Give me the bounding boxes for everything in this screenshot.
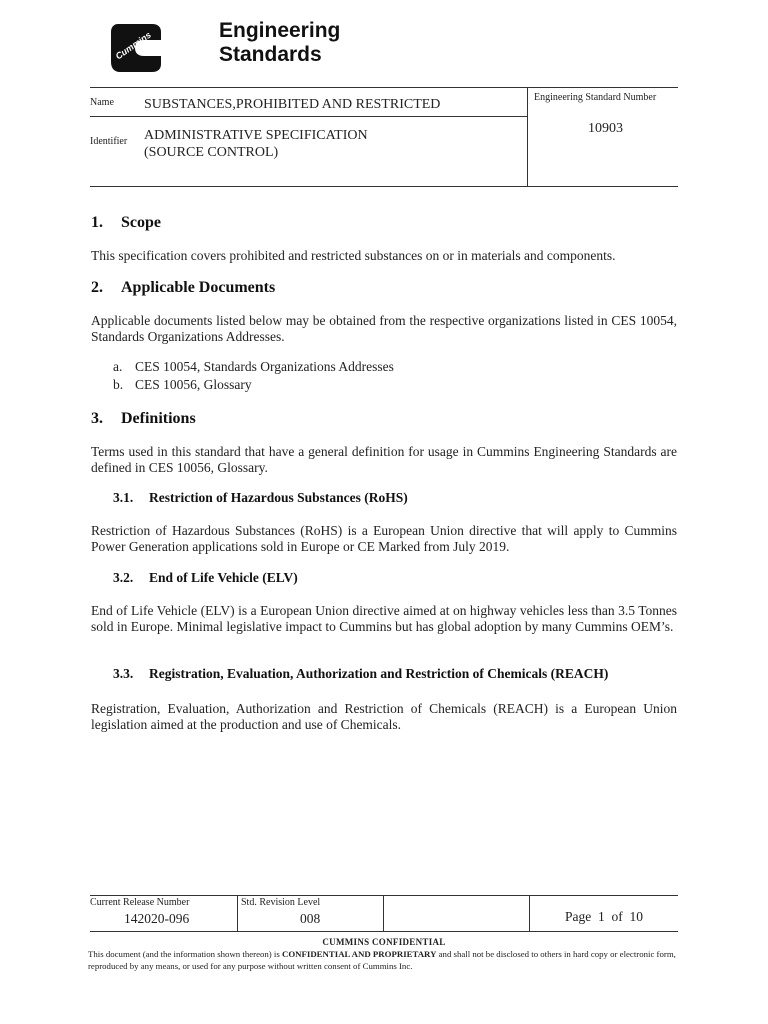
section-3-2-heading	[113, 570, 298, 586]
esn-label: Engineering Standard Number	[534, 92, 657, 103]
header-divider	[527, 87, 528, 187]
footer-bottom-rule	[90, 931, 678, 932]
section-title: Applicable Documents	[121, 279, 276, 296]
cummins-logo	[108, 18, 164, 74]
list-item-text: CES 10056, Glossary	[135, 377, 252, 392]
section-title: Scope	[121, 214, 161, 231]
page-current: 1	[598, 909, 605, 924]
esn-value: 10903	[588, 121, 623, 136]
applicable-documents-list	[113, 358, 394, 394]
section-3-1-text: Restriction of Hazardous Substances (RoHS) is a European Union directive that will apply to Cummins Power Generation applications sold in Europe or CE Marked from July 2019.	[91, 523, 677, 554]
name-value: SUBSTANCES,PROHIBITED AND RESTRICTED	[144, 97, 441, 112]
notice-part-a: This document (and the information shown thereon) is	[88, 949, 282, 959]
header-top-rule	[90, 87, 678, 88]
identifier-line-1: ADMINISTRATIVE SPECIFICATION	[144, 128, 368, 143]
footer-divider-3	[529, 895, 530, 932]
list-item	[113, 358, 394, 376]
release-value: 142020-096	[124, 911, 190, 926]
footer-top-rule	[90, 895, 678, 896]
list-marker: b.	[113, 377, 124, 392]
section-2-text: Applicable documents listed below may be obtained from the respective organizations listed in CES 10054, Standards Organizations Addresses.	[91, 313, 677, 344]
list-marker: a.	[113, 359, 123, 374]
section-title: End of Life Vehicle (ELV)	[149, 570, 298, 585]
section-number: 3.3.	[113, 666, 134, 681]
identifier-label: Identifier	[90, 136, 128, 147]
section-3-text: Terms used in this standard that have a general definition for usage in Cummins Engineering Standards are defined in CES 10056, Glossary.	[91, 444, 677, 475]
section-number: 2.	[91, 279, 103, 296]
list-item	[113, 376, 394, 394]
page-of: of	[611, 909, 623, 924]
confidential-notice	[88, 948, 684, 972]
title-line-1: Engineering	[219, 19, 341, 42]
title-line-2: Standards	[219, 43, 322, 66]
section-3-2-text: End of Life Vehicle (ELV) is a European Union directive aimed at on highway vehicles less than 3.5 Tonnes sold in Europe. Minimal legislative impact to Cummins but has global adoption by many Cummins OEM’s.	[91, 603, 677, 634]
document-series-title	[219, 19, 340, 67]
page-label: Page	[565, 909, 592, 924]
section-title: Definitions	[121, 410, 196, 427]
footer-divider-1	[237, 895, 238, 932]
revision-value: 008	[300, 911, 321, 926]
section-3-1-heading	[113, 490, 408, 506]
section-number: 3.	[91, 410, 103, 427]
list-item-text: CES 10054, Standards Organizations Addresses	[135, 359, 394, 374]
section-number: 3.1.	[113, 490, 134, 505]
notice-part-c: and shall not be disclosed to others in hard copy or electronic form, reproduced by any means, or used for any purpose without written consent of Cummins Inc.	[88, 949, 676, 971]
confidential-title: CUMMINS CONFIDENTIAL	[322, 937, 446, 947]
section-1-heading	[91, 214, 161, 232]
section-title: Registration, Evaluation, Authorization and Restriction of Chemicals (REACH)	[149, 666, 609, 681]
revision-label: Std. Revision Level	[241, 897, 321, 908]
page-total: 10	[629, 909, 643, 924]
section-1-text: This specification covers prohibited and restricted substances on or in materials and components.	[91, 248, 616, 263]
logo-brand-text: Cummins	[113, 29, 153, 62]
header-bottom-rule	[90, 186, 678, 187]
release-label: Current Release Number	[90, 897, 190, 908]
notice-emphasis: CONFIDENTIAL AND PROPRIETARY	[281, 949, 437, 959]
section-number: 3.2.	[113, 570, 134, 585]
header-middle-rule	[90, 116, 527, 117]
page-indicator	[565, 909, 643, 925]
name-label: Name	[90, 97, 114, 108]
identifier-value	[144, 127, 368, 161]
section-3-heading	[91, 410, 196, 428]
footer-divider-2	[383, 895, 384, 932]
section-title: Restriction of Hazardous Substances (RoHS)	[149, 490, 408, 505]
section-number: 1.	[91, 214, 103, 231]
section-3-3-text: Registration, Evaluation, Authorization and Restriction of Chemicals (REACH) is a European Union legislation aimed at the production and use of Chemicals.	[91, 701, 677, 732]
identifier-line-2: (SOURCE CONTROL)	[144, 145, 279, 160]
section-2-heading	[91, 279, 275, 297]
section-3-3-heading	[113, 666, 608, 682]
